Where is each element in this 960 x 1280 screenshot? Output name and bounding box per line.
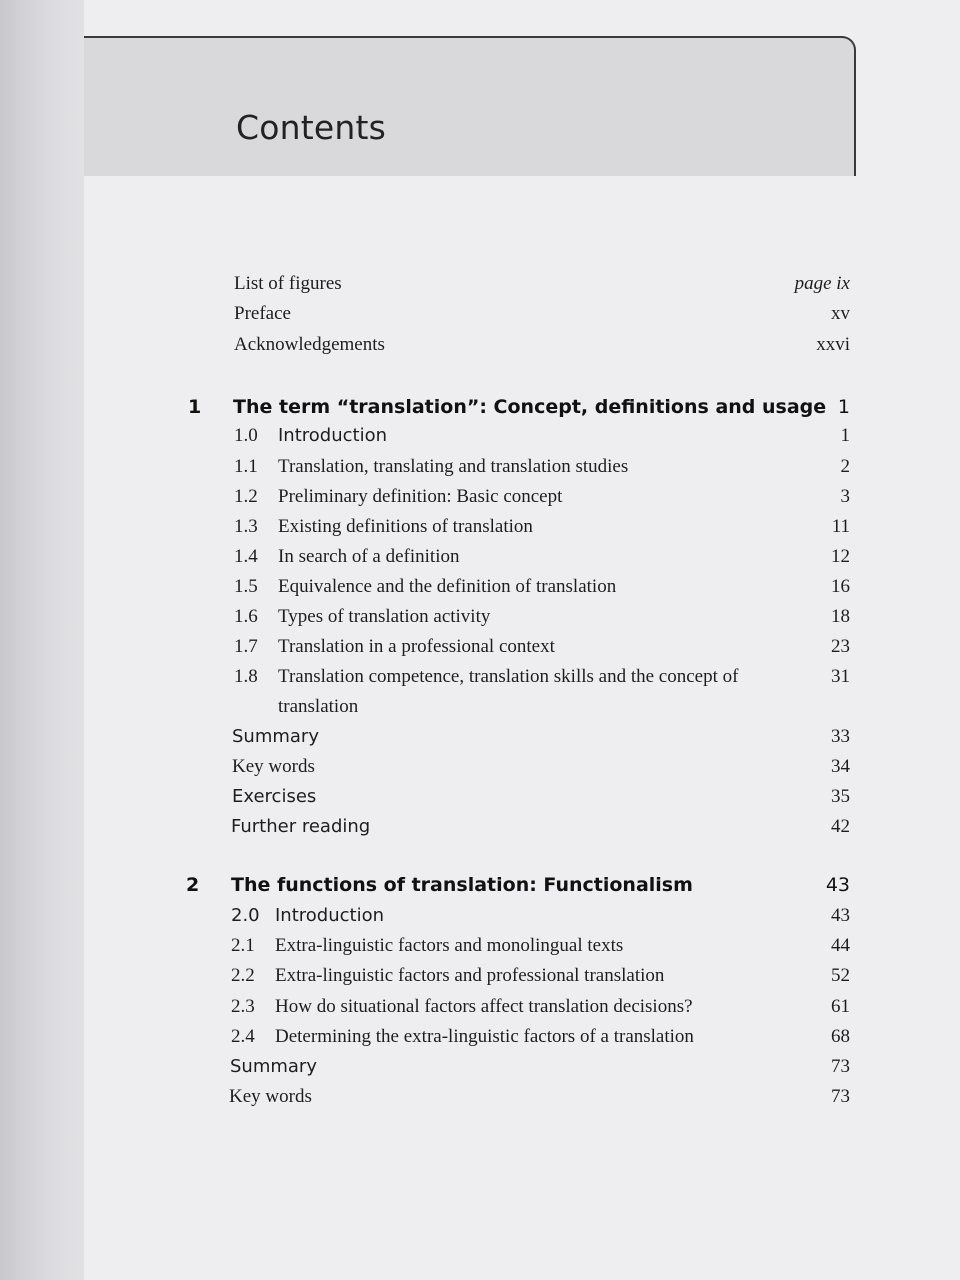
toc-page-number: 68 (831, 1026, 850, 1047)
section-label: Introduction (278, 425, 388, 446)
section-number: 1.1 (234, 456, 258, 477)
page-title: Contents (236, 108, 387, 147)
toc-entry-label: Exercises (232, 786, 317, 807)
toc-page-number: 23 (831, 636, 850, 657)
toc-page-number: page ix (794, 273, 850, 294)
toc-entry-label: Summary (230, 1056, 317, 1077)
section-label: Introduction (275, 905, 385, 926)
toc-entry-label: Key words (229, 1086, 312, 1107)
toc-page-number: 43 (825, 874, 850, 896)
toc-section-2-2[interactable] (0, 961, 960, 991)
chapter-number: 1 (188, 396, 202, 418)
section-number: 2.3 (231, 996, 255, 1017)
toc-page-number: 33 (831, 726, 850, 747)
section-number: 2.0 (231, 905, 260, 926)
toc-entry-label: Key words (232, 756, 315, 777)
section-label: Equivalence and the definition of translation (278, 576, 617, 597)
toc-page-number: 42 (831, 816, 850, 837)
toc-section-1-8[interactable] (0, 662, 960, 692)
toc-section-2-4[interactable] (0, 1022, 960, 1052)
toc-page-number: 18 (831, 606, 850, 627)
section-number: 1.3 (234, 516, 258, 537)
toc-page-number: 61 (831, 996, 850, 1017)
toc-section-1-4[interactable] (0, 542, 960, 572)
toc-chapter-1[interactable] (0, 392, 960, 422)
section-label: Translation, translating and translation studies (278, 456, 629, 477)
toc-entry-label: Summary (232, 726, 319, 747)
toc-entry-acknowledgements[interactable] (0, 330, 960, 360)
toc-entry-preface[interactable] (0, 299, 960, 329)
toc-section-1-3[interactable] (0, 512, 960, 542)
section-label: Translation in a professional context (278, 636, 555, 657)
section-number: 1.7 (234, 636, 258, 657)
toc-entry-key-words[interactable] (0, 1082, 960, 1112)
toc-page-number: 73 (831, 1086, 850, 1107)
section-label-continued: translation (278, 696, 359, 717)
toc-entry-summary[interactable] (0, 722, 960, 752)
toc-entry-label: List of figures (234, 273, 342, 294)
toc-section-1-0[interactable] (0, 421, 960, 451)
toc-page-number: 52 (831, 965, 850, 986)
toc-page-number: xv (831, 303, 850, 324)
section-number: 1.4 (234, 546, 258, 567)
toc-entry-key-words[interactable] (0, 752, 960, 782)
section-label: Extra-linguistic factors and professional translation (275, 965, 665, 986)
toc-page-number: 31 (831, 666, 850, 687)
section-number: 2.2 (231, 965, 255, 986)
toc-entry-exercises[interactable] (0, 782, 960, 812)
section-label: In search of a definition (278, 546, 460, 567)
chapter-number: 2 (186, 874, 200, 896)
toc-page-number: 11 (831, 516, 850, 537)
toc-section-2-0[interactable] (0, 901, 960, 931)
section-label: Translation competence, translation skills and the concept of (278, 666, 739, 687)
section-number: 1.0 (234, 425, 258, 446)
section-label: Existing definitions of translation (278, 516, 533, 537)
toc-page-number: xxvi (816, 334, 850, 355)
section-label: Types of translation activity (278, 606, 491, 627)
section-label: Extra-linguistic factors and monolingual texts (275, 935, 624, 956)
toc-entry-summary[interactable] (0, 1052, 960, 1082)
toc-page-number: 3 (840, 486, 850, 507)
toc-page-number: 73 (831, 1056, 850, 1077)
toc-entry-label: Acknowledgements (234, 334, 385, 355)
toc-chapter-2[interactable] (0, 870, 960, 900)
chapter-title: The functions of translation: Functionalism (231, 874, 693, 896)
toc-section-2-1[interactable] (0, 931, 960, 961)
section-label: Determining the extra-linguistic factors of a translation (275, 1026, 694, 1047)
toc-page-number: 34 (831, 756, 850, 777)
toc-section-1-5[interactable] (0, 572, 960, 602)
toc-section-1-1[interactable] (0, 452, 960, 482)
toc-page-number: 43 (831, 905, 850, 926)
section-number: 2.4 (231, 1026, 255, 1047)
toc-section-1-7[interactable] (0, 632, 960, 662)
section-number: 1.5 (234, 576, 258, 597)
toc-page-number: 1 (840, 425, 850, 446)
toc-section-2-3[interactable] (0, 992, 960, 1022)
toc-page-number: 1 (837, 396, 850, 418)
toc-page-number: 12 (831, 546, 850, 567)
toc-entry-label: Preface (234, 303, 291, 324)
chapter-title: The term “translation”: Concept, definitions and usage (233, 396, 827, 418)
toc-page-number: 2 (840, 456, 850, 477)
section-label: How do situational factors affect translation decisions? (275, 996, 693, 1017)
toc-entry-further-reading[interactable] (0, 812, 960, 842)
section-number: 1.2 (234, 486, 258, 507)
section-number: 1.6 (234, 606, 258, 627)
toc-entry-label: Further reading (231, 816, 371, 837)
toc-entry-list-of-figures[interactable] (0, 269, 960, 299)
toc-section-1-2[interactable] (0, 482, 960, 512)
toc-section-1-8-continued (0, 692, 960, 722)
toc-page-number: 44 (831, 935, 850, 956)
toc-section-1-6[interactable] (0, 602, 960, 632)
toc-page-number: 16 (831, 576, 850, 597)
section-label: Preliminary definition: Basic concept (278, 486, 563, 507)
toc-page-number: 35 (831, 786, 850, 807)
section-number: 1.8 (234, 666, 258, 687)
section-number: 2.1 (231, 935, 255, 956)
